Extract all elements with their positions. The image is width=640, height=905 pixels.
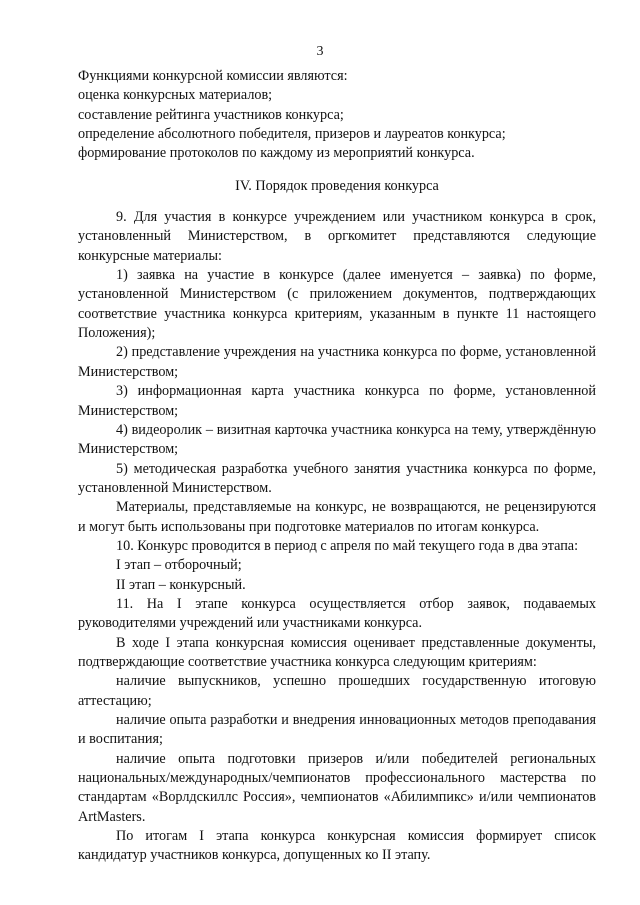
criteria-item: наличие выпускников, успешно прошедших государственную итоговую аттестацию; (78, 673, 596, 709)
function-item: оценка конкурсных материалов; (78, 87, 273, 104)
materials-note: Материалы, представляемые на конкурс, не возвращаются, не рецензируются и могут быть использованы при подготовке материалов по итогам конкурса. (78, 499, 596, 535)
page-number: 3 (316, 44, 324, 59)
list-item: 3) информационная карта участника конкурса по форме, установленной Министерством; (78, 383, 596, 419)
function-item: формирование протоколов по каждому из мероприятий конкурса. (78, 145, 475, 162)
clause-10: 10. Конкурс проводится в период с апреля по май текущего года в два этапа: (116, 537, 579, 554)
stage-item: II этап – конкурсный. (116, 576, 246, 593)
list-item: 5) методическая разработка учебного занятия участника конкурса по форме, установленной Министерством. (78, 460, 596, 496)
function-item: определение абсолютного победителя, призеров и лауреатов конкурса; (78, 126, 506, 143)
stage-item: I этап – отборочный; (116, 557, 242, 574)
criteria-intro: В ходе I этапа конкурсная комиссия оценивает представленные документы, подтверждающие соответствие участника конкурса следующим критериям: (78, 634, 596, 670)
document-text (78, 67, 596, 866)
clause-11: 11. На I этапе конкурса осуществляется отбор заявок, подаваемых руководителями учреждений или участниками конкурса. (78, 595, 596, 632)
clause-9: 9. Для участия в конкурсе учреждением или участником конкурса в срок, установленный Министерством, в оргкомитет представляются следующие конкурсные материалы: (78, 209, 596, 264)
list-item: 2) представление учреждения на участника конкурса по форме, установленной Министерством; (78, 344, 596, 380)
commission-functions-intro: Функциями конкурсной комиссии являются: (78, 68, 348, 84)
section-heading: IV. Порядок проведения конкурса (235, 177, 439, 194)
function-item: составление рейтинга участников конкурса; (78, 106, 344, 123)
criteria-item: наличие опыта подготовки призеров и/или победителей региональных национальных/международных/чемпионатов профессионального мастерства по стандартам «Ворлдскиллс Россия», чемпионатов «Абилимпикс» и/или чемпионатов ArtMasters. (78, 750, 596, 825)
list-item: 1) заявка на участие в конкурсе (далее именуется – заявка) по форме, установленной Министерством (с приложением документов, подтверждающих соответствие участника конкурса критериям, указанным в пункте 11 настоящего Положения); (78, 267, 596, 342)
list-item: 4) видеоролик – визитная карточка участника конкурса на тему, утверждённую Министерством; (78, 421, 596, 458)
stage-result: По итогам I этапа конкурса конкурсная комиссия формирует список кандидатур участников конкурса, допущенных ко II этапу. (78, 828, 596, 864)
criteria-item: наличие опыта разработки и внедрения инновационных методов преподавания и воспитания; (78, 712, 596, 748)
